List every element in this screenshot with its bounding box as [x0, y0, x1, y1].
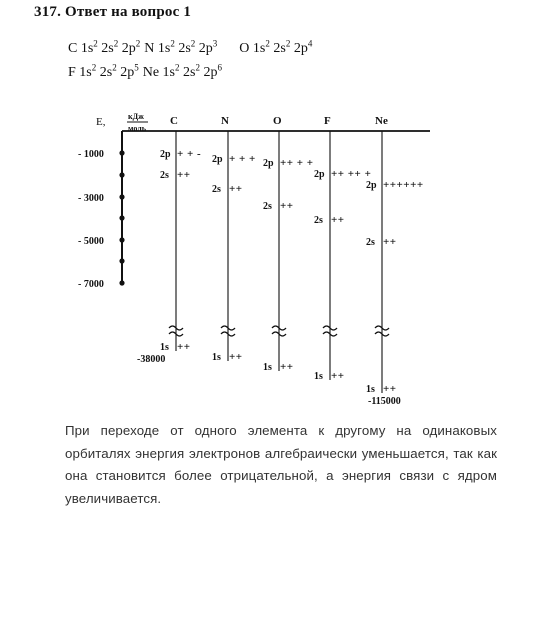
orbital-electrons-2s: ++: [331, 214, 345, 226]
tick-label: - 5000: [78, 236, 104, 247]
orbital-label-2p: 2p: [160, 149, 171, 160]
orbital-electrons-2p: ++ ++ +: [331, 168, 372, 180]
orbital-label-2p: 2p: [212, 154, 223, 165]
axis-dot: [119, 215, 124, 220]
energy-value-label: -38000: [137, 354, 166, 365]
energy-value-label: -115000: [368, 396, 401, 407]
orbital-electrons-2s: ++: [280, 200, 294, 212]
configuration-n: N $1s^2$ $2s^2$ $2p^3$: [144, 38, 218, 56]
orbital-electrons-2p: ++++++: [383, 179, 424, 191]
orbital-electrons-2s: ++: [229, 183, 243, 195]
orbital-label-2p: 2p: [263, 158, 274, 169]
orbital-label-2s: 2s: [314, 215, 323, 226]
axis-label: E,: [96, 116, 106, 128]
configuration-o: O $1s^2$ $2s^2$ $2p^4$: [239, 38, 313, 56]
axis-dot: [119, 280, 124, 285]
axis-dot: [119, 194, 124, 199]
orbital-label-1s: 1s: [366, 384, 375, 395]
configuration-ne: Ne $1s^2$ $2s^2$ $2p^6$: [142, 62, 222, 80]
unit-numerator: кДж: [128, 112, 144, 121]
orbital-electrons-2s: ++: [383, 236, 397, 248]
tick-label: - 7000: [78, 279, 104, 290]
orbital-electrons-1s: ++: [177, 341, 191, 353]
orbital-electrons-1s: ++: [229, 351, 243, 363]
axis-dot: [119, 237, 124, 242]
element-symbol-ne: Ne: [375, 115, 388, 127]
orbital-electrons-2p: ++ + +: [280, 157, 314, 169]
orbital-electrons-1s: ++: [383, 383, 397, 395]
explanation-paragraph: При переходе от одного элемента к другому на одинаковых орбиталях энергия электронов алгебраически уменьшается, так как она становится более отрицательной, а энергия связи с ядром увеличивается.: [65, 423, 497, 506]
element-symbol-c: C: [170, 115, 178, 127]
orbital-electrons-2s: ++: [177, 169, 191, 181]
element-symbol-f: F: [324, 115, 331, 127]
element-symbol-o: O: [273, 115, 282, 127]
configuration-f: F $1s^2$ $2s^2$ $2p^5$: [68, 62, 139, 80]
orbital-label-2s: 2s: [263, 201, 272, 212]
orbital-electrons-1s: ++: [331, 370, 345, 382]
configuration-c: C $1s^2$ $2s^2$ $2p^2$: [68, 38, 141, 56]
orbital-label-1s: 1s: [212, 352, 221, 363]
orbital-label-2s: 2s: [212, 184, 221, 195]
axis-dot: [119, 258, 124, 263]
orbital-label-2s: 2s: [366, 237, 375, 248]
page-title: 317. Ответ на вопрос 1: [34, 4, 192, 20]
element-symbol-n: N: [221, 115, 229, 127]
orbital-electrons-1s: ++: [280, 361, 294, 373]
unit-denominator: моль: [128, 124, 146, 133]
orbital-label-1s: 1s: [263, 362, 272, 373]
orbital-label-1s: 1s: [160, 342, 169, 353]
orbital-label-1s: 1s: [314, 371, 323, 382]
tick-label: - 1000: [78, 149, 104, 160]
axis-dot: [119, 150, 124, 155]
orbital-label-2p: 2p: [366, 180, 377, 191]
orbital-label-2s: 2s: [160, 170, 169, 181]
axis-dot: [119, 172, 124, 177]
tick-label: - 3000: [78, 193, 104, 204]
orbital-label-2p: 2p: [314, 169, 325, 180]
orbital-electrons-2p: + + -: [177, 148, 202, 160]
orbital-electrons-2p: + + +: [229, 153, 256, 165]
